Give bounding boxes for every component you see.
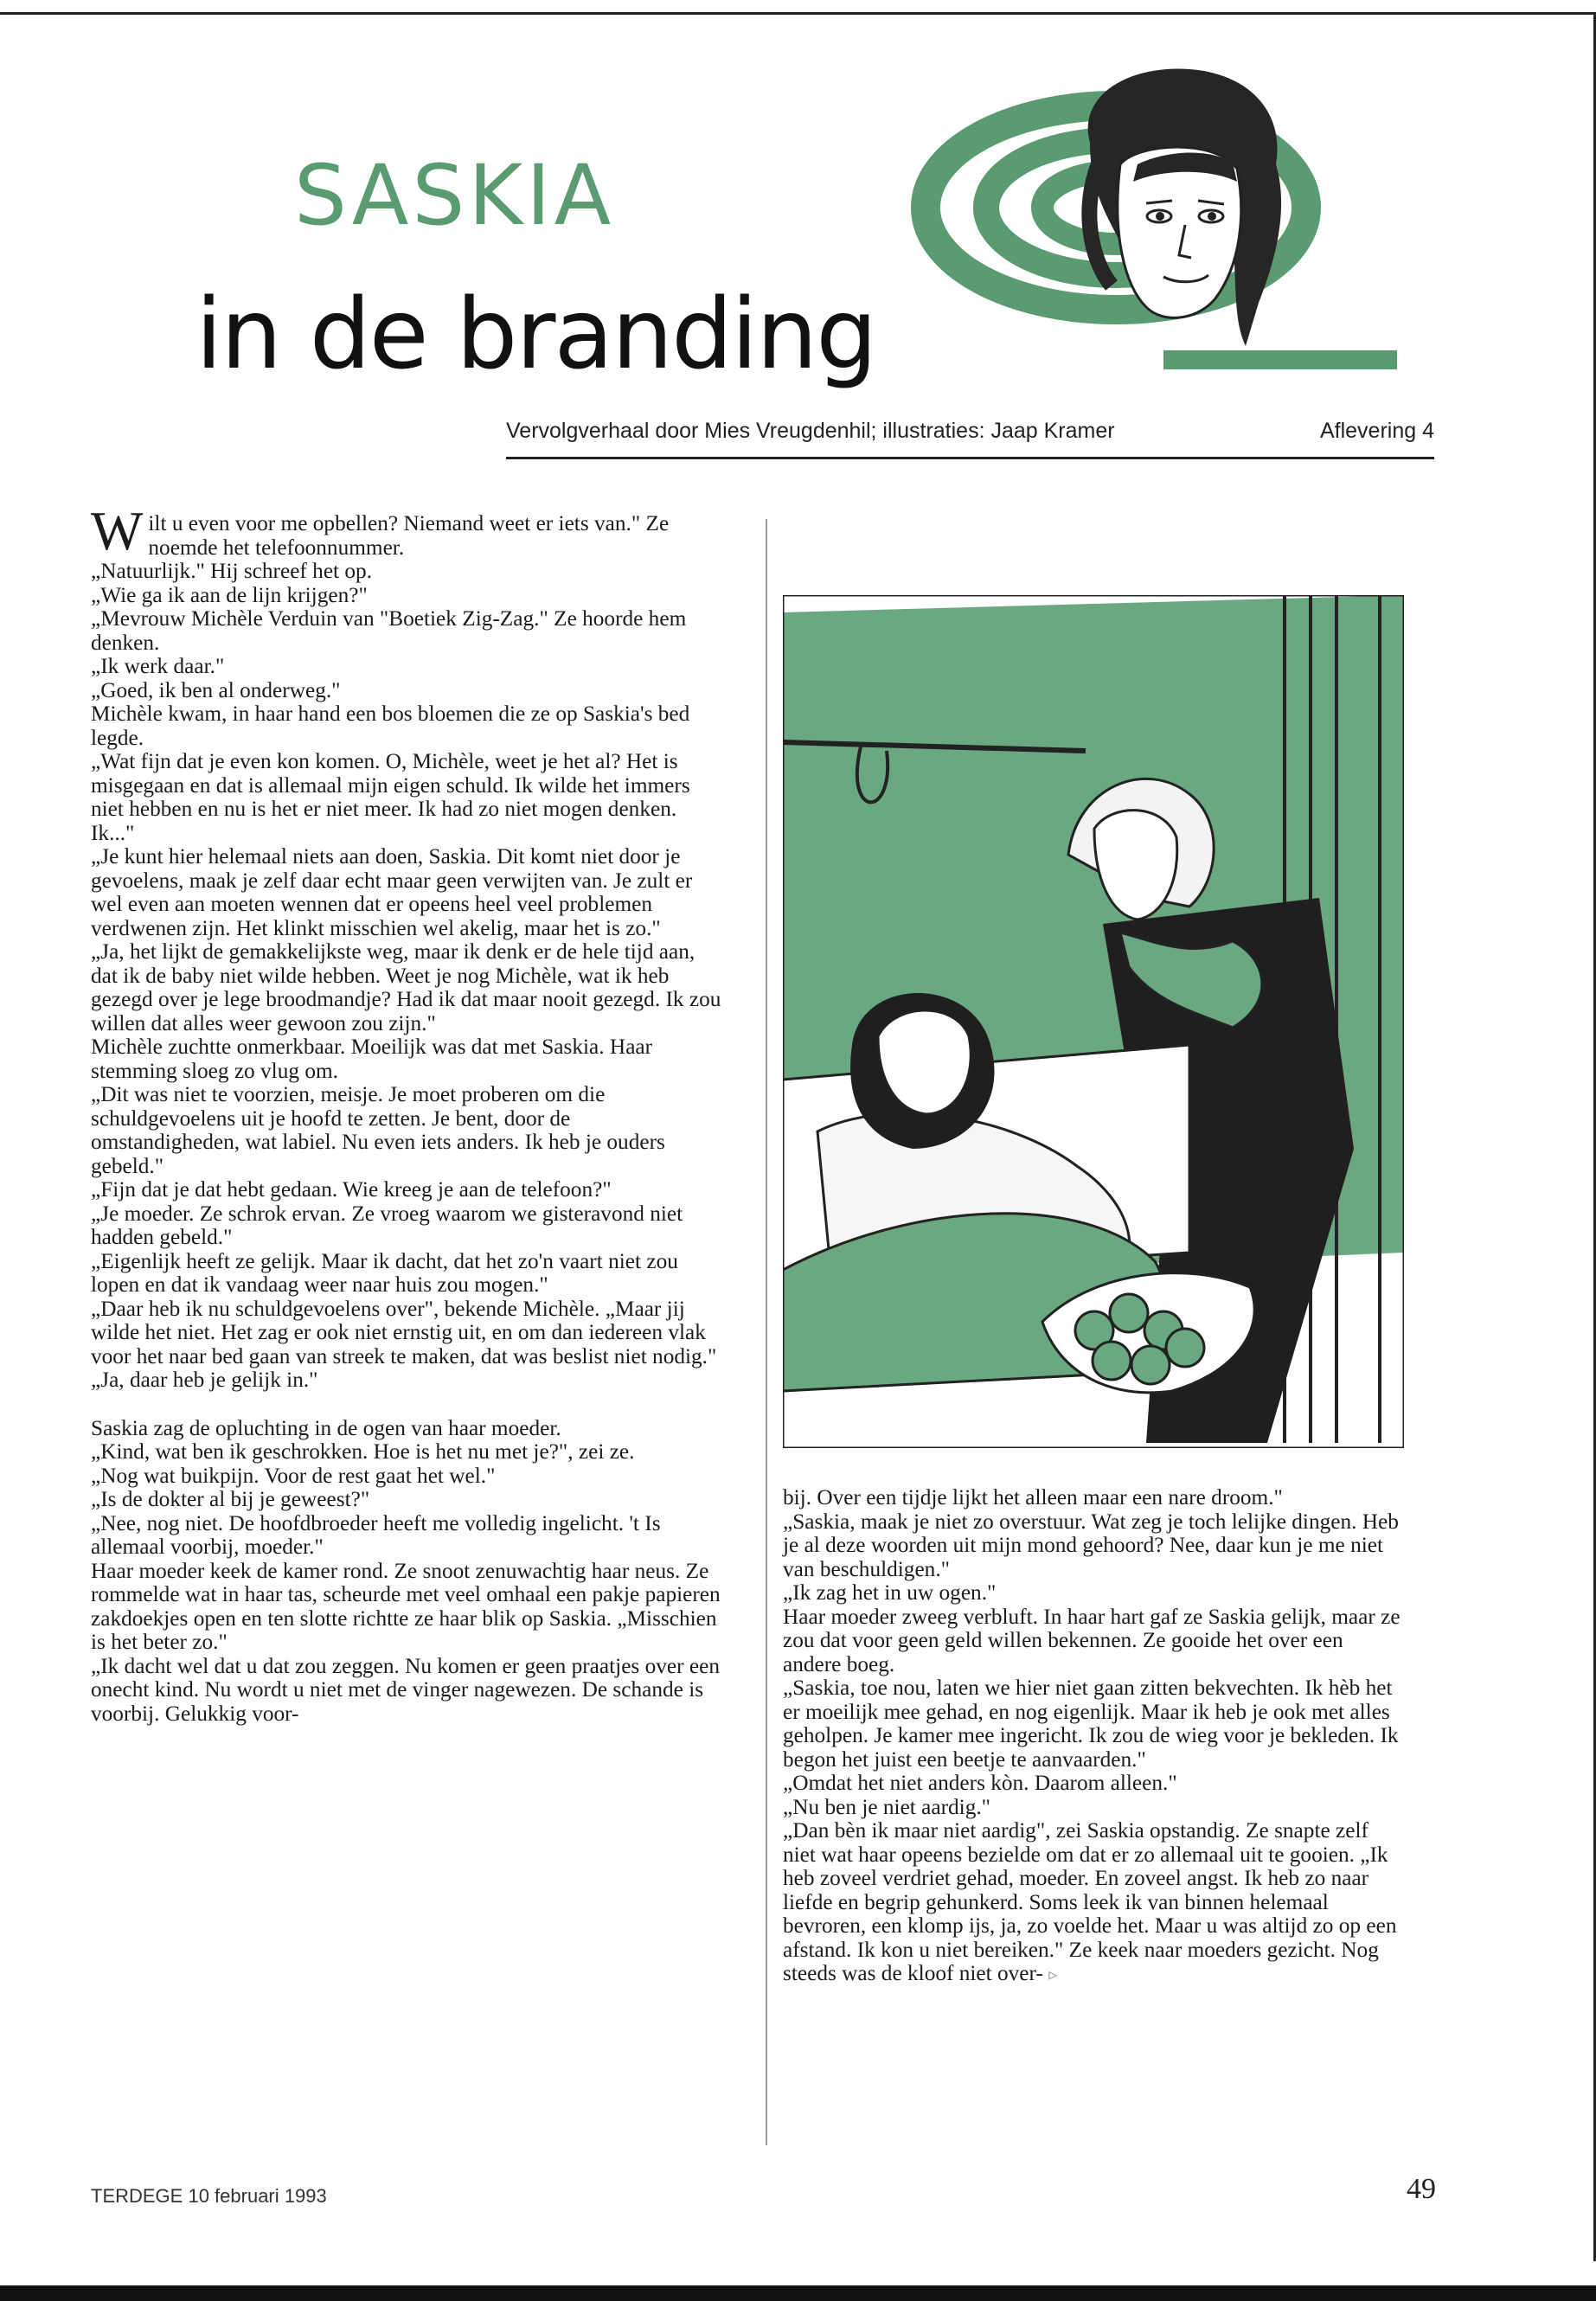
paragraph: „Mevrouw Michèle Verduin van "Boetiek Zig-Zag." Ze hoorde hem denken. — [91, 606, 687, 655]
paragraph: „Saskia, maak je niet zo overstuur. Wat zeg je toch lelijke dingen. Heb je al deze woorden uit mijn mond gehoord? Nee, daar kun je me niet van beschuldigen." — [783, 1509, 1399, 1581]
paragraph: „Wie ga ik aan de lijn krijgen?" — [91, 582, 368, 607]
episode-label: Aflevering 4 — [1319, 419, 1434, 443]
header-rule — [506, 457, 1434, 459]
paragraph: „Ik zag het in uw ogen." — [783, 1580, 997, 1605]
hospital-scene-illustration — [783, 595, 1404, 1448]
paragraph: „Ik werk daar." — [91, 654, 225, 678]
paragraph: „Nee, nog niet. De hoofdbroeder heeft me volledig ingelicht. 't Is allemaal voorbij, moeder." — [91, 1510, 661, 1559]
page-number: 49 — [1407, 2173, 1436, 2205]
paragraph: „Fijn dat je dat hebt gedaan. Wie kreeg je aan de telefoon?" — [91, 1177, 612, 1202]
publication-footer: TERDEGE 10 februari 1993 — [91, 2185, 327, 2207]
paragraph: „Kind, wat ben ik geschrokken. Hoe is het nu met je?", zei ze. — [91, 1439, 635, 1464]
paragraph: „Ja, het lijkt de gemakkelijkste weg, maar ik denk er de hele tijd aan, dat ik de baby niet wilde hebben. Weet je nog Michèle, wat ik heb gezegd over je lege broodmandje? Had ik dat maar nooit gezegd. Ik zou willen dat alles weer gewoon zou zijn." — [91, 939, 721, 1035]
paragraph: Michèle kwam, in haar hand een bos bloemen die ze op Saskia's bed legde. — [91, 702, 690, 750]
paragraph: Saskia zag de opluchting in de ogen van haar moeder. — [91, 1415, 561, 1440]
paragraph: „Nu ben je niet aardig." — [783, 1794, 991, 1819]
paragraph: „Ja, daar heb je gelijk in." — [91, 1368, 318, 1392]
bottom-border — [0, 2285, 1596, 2301]
paragraph: „Dit was niet te voorzien, meisje. Je moet proberen om die schuldgevoelens uit je hoofd te zetten. Je bent, door de omstandigheden, wat labiel. Nu even iets anders. Ik heb je ouders gebeld." — [91, 1082, 665, 1178]
paragraph: „Nog wat buikpijn. Voor de rest gaat het wel." — [91, 1463, 496, 1488]
paragraph: Haar moeder keek de kamer rond. Ze snoot zenuwachtig haar neus. Ze rommelde wat in haar tas, scheurde met veel omhaal een pakje papieren zakdoekjes open en ten slotte richtte ze haar blik op Saskia. „Misschien is het beter zo." — [91, 1558, 721, 1654]
continue-arrow-icon: ▹ — [1048, 1965, 1058, 1984]
section-break — [91, 1393, 722, 1417]
drop-cap: W — [91, 500, 144, 561]
paragraph: bij. Over een tijdje lijkt het alleen maar een nare droom." — [783, 1485, 1283, 1509]
column-divider — [766, 519, 767, 2145]
paragraph: „Daar heb ik nu schuldgevoelens over", bekende Michèle. „Maar jij wilde het niet. Het zag er ook niet ernstig uit, en om dan iedereen vlak voor het naar bed gaan van streek te maken, dat was beslist niet nodig." — [91, 1296, 717, 1368]
paragraph: „Ik dacht wel dat u dat zou zeggen. Nu komen er geen praatjes over een onecht kind. Nu wordt u niet met de vinger nagewezen. De schande is voorbij. Gelukkig voor- — [91, 1653, 720, 1726]
paragraph: „Omdat het niet anders kòn. Daarom alleen." — [783, 1771, 1177, 1795]
article-column-1 — [91, 500, 722, 1726]
paragraph: „Je kunt hier helemaal niets aan doen, Saskia. Dit komt niet door je gevoelens, maak je zelf daar echt maar geen verwijten van. Je zult er wel even aan moeten wennen dat er opeens heel veel problemen verdwenen zijn. Het klinkt misschien wel akelig, maar het is zo." — [91, 844, 693, 940]
paragraph: Wilt u even voor me opbellen? Niemand weet er iets van." Ze noemde het telefoonnummer. — [91, 500, 670, 561]
paragraph: „Is de dokter al bij je geweest?" — [91, 1487, 370, 1511]
page-title: SASKIA — [294, 147, 615, 244]
paragraph: Haar moeder zweeg verbluft. In haar hart gaf ze Saskia gelijk, maar ze zou dat voor geen geld willen bekennen. Ze gooide het over een andere boeg. — [783, 1604, 1401, 1676]
author-credit: Vervolgverhaal door Mies Vreugdenhil; illustraties: Jaap Kramer — [506, 419, 1115, 443]
paragraph: „Wat fijn dat je even kon komen. O, Michèle, weet je het al? Het is misgegaan en dat is allemaal mijn eigen schuld. Ik wilde het immers niet hebben en nu is het er niet meer. Ik had zo niet mogen denken. Ik..." — [91, 749, 690, 845]
paragraph: „Goed, ik ben al onderweg." — [91, 677, 341, 702]
page-subtitle: in de branding — [195, 279, 876, 391]
paragraph: „Saskia, toe nou, laten we hier niet gaan zitten bekvechten. Ik hèb het er moeilijk mee gehad, en nog eigenlijk. Maar ik heb je ook met alles geholpen. Je kamer mee ingericht. Ik zou de wieg voor je bekleden. Ik begon het juist een beetje te aanvaarden." — [783, 1676, 1399, 1772]
article-column-2 — [783, 1486, 1406, 1988]
paragraph: „Je moeder. Ze schrok ervan. Ze vroeg waarom we gisteravond niet hadden gebeld." — [91, 1201, 683, 1249]
header-portrait-illustration — [904, 61, 1406, 372]
top-border — [0, 12, 1596, 15]
paragraph: „Natuurlijk." Hij schreef het op. — [91, 559, 373, 583]
paragraph: „Dan bèn ik maar niet aardig", zei Saskia opstandig. Ze snapte zelf niet wat haar opeens bezielde om dat er zo allemaal uit te gooien. „Ik heb zoveel verdriet gehad, moeder. En zoveel angst. Ik heb zo naar liefde en begrip gehunkerd. Soms leek ik van binnen helemaal bevroren, een klomp ijs, ja, zo voelde het. Maar u was altijd zo op een afstand. Ik kon u niet bereiken." Ze keek naar moeders gezicht. Nog steeds was de kloof niet over- ▹ — [783, 1818, 1397, 1985]
paragraph: Michèle zuchtte onmerkbaar. Moeilijk was dat met Saskia. Haar stemming sloeg zo vlug om. — [91, 1035, 653, 1083]
paragraph: „Eigenlijk heeft ze gelijk. Maar ik dacht, dat het zo'n vaart niet zou lopen en dat ik vandaag weer naar huis zou mogen." — [91, 1248, 678, 1297]
byline — [506, 419, 1434, 444]
